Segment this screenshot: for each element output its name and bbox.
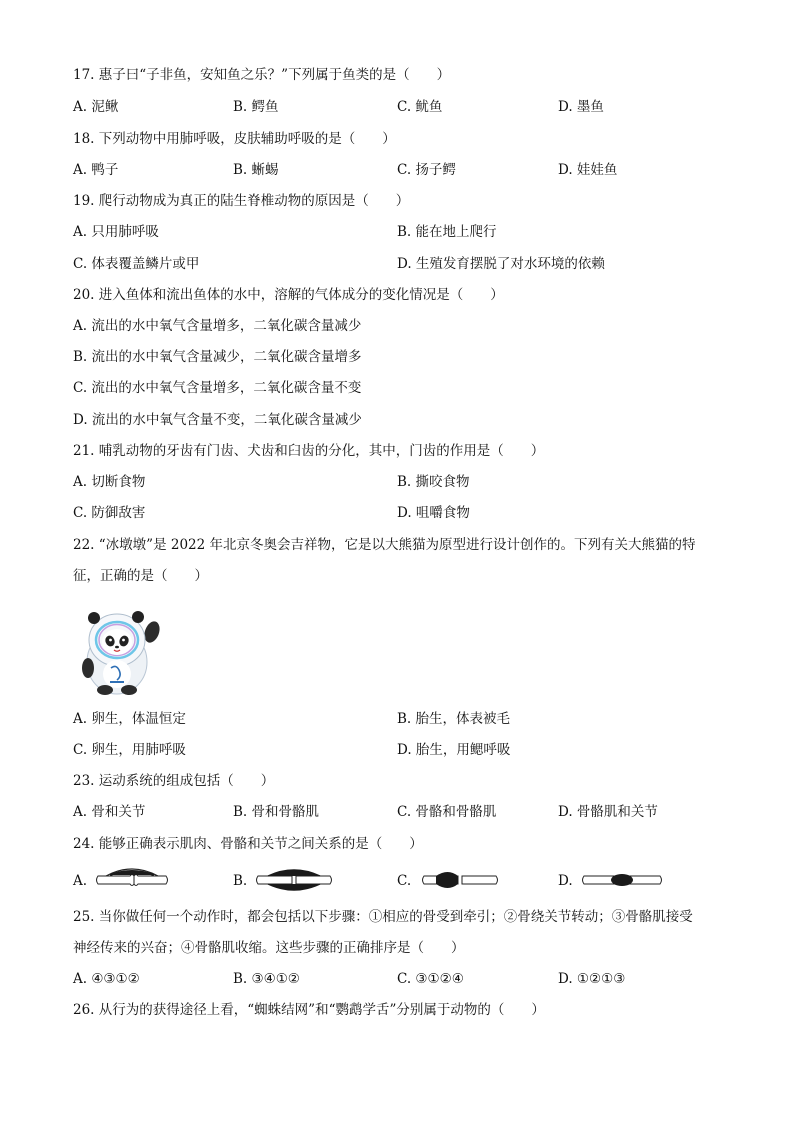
q19-option-a: A. 只用肺呼吸 — [73, 224, 159, 240]
q20-option-c: C. 流出的水中氧气含量增多，二氧化碳含量不变 — [73, 380, 362, 396]
q18-option-d: D. 娃娃鱼 — [558, 162, 618, 178]
q21-option-b: B. 撕咬食物 — [397, 474, 470, 490]
bing-dwen-dwen-image — [72, 604, 162, 696]
question-20-stem: 20. 进入鱼体和流出鱼体的水中，溶解的气体成分的变化情况是（ ） — [73, 287, 504, 303]
question-22-stem-line2: 征，正确的是（ ） — [73, 568, 208, 584]
q20-option-a: A. 流出的水中氧气含量增多，二氧化碳含量减少 — [73, 318, 362, 334]
q25-option-c: C. ③①②④ — [397, 971, 464, 987]
question-25-stem-line2: 神经传来的兴奋；④骨骼肌收缩。这些步骤的正确排序是（ ） — [73, 940, 465, 956]
q23-option-c: C. 骨骼和骨骼肌 — [397, 804, 497, 820]
q23-option-b: B. 骨和骨骼肌 — [233, 804, 320, 820]
q17-option-a: A. 泥鳅 — [73, 99, 119, 115]
q24-option-c: C. — [397, 873, 412, 889]
q24-option-d: D. — [558, 873, 573, 889]
q17-option-c: C. 鱿鱼 — [397, 99, 443, 115]
question-19-stem: 19. 爬行动物成为真正的陆生脊椎动物的原因是（ ） — [73, 193, 410, 209]
question-23-stem: 23. 运动系统的组成包括（ ） — [73, 773, 275, 789]
q25-option-b: B. ③④①② — [233, 971, 300, 987]
q24-option-b: B. — [233, 873, 248, 889]
q17-option-d: D. 墨鱼 — [558, 99, 604, 115]
q22-option-d: D. 胎生，用鳃呼吸 — [397, 742, 511, 758]
q24-diagram-c — [420, 866, 500, 894]
q22-option-b: B. 胎生，体表被毛 — [397, 711, 511, 727]
q22-option-a: A. 卵生，体温恒定 — [73, 711, 186, 727]
q19-option-c: C. 体表覆盖鳞片或甲 — [73, 256, 200, 272]
q18-option-a: A. 鸭子 — [73, 162, 119, 178]
q20-option-b: B. 流出的水中氧气含量减少，二氧化碳含量增多 — [73, 349, 362, 365]
question-26-stem: 26. 从行为的获得途径上看，“蜘蛛结网”和“鹦鹉学舌”分别属于动物的（ ） — [73, 1002, 545, 1018]
question-24-stem: 24. 能够正确表示肌肉、骨骼和关节之间关系的是（ ） — [73, 836, 423, 852]
q21-option-c: C. 防御敌害 — [73, 505, 146, 521]
q24-diagram-b — [254, 866, 334, 894]
q19-option-b: B. 能在地上爬行 — [397, 224, 497, 240]
q18-option-b: B. 蜥蜴 — [233, 162, 279, 178]
question-18-stem: 18. 下列动物中用肺呼吸，皮肤辅助呼吸的是（ ） — [73, 131, 396, 147]
q20-option-d: D. 流出的水中氧气含量不变，二氧化碳含量减少 — [73, 412, 362, 428]
q21-option-d: D. 咀嚼食物 — [397, 505, 470, 521]
q25-option-a: A. ④③①② — [73, 971, 140, 987]
q23-option-a: A. 骨和关节 — [73, 804, 146, 820]
q24-diagram-a — [94, 866, 170, 894]
question-22-stem-line1: 22. “冰墩墩”是 2022 年北京冬奥会吉祥物，它是以大熊猫为原型进行设计创作的。下列有关大熊猫的特 — [73, 537, 696, 553]
q24-option-a: A. — [73, 873, 88, 889]
q21-option-a: A. 切断食物 — [73, 474, 146, 490]
q24-diagram-d — [580, 866, 664, 894]
question-21-stem: 21. 哺乳动物的牙齿有门齿、犬齿和臼齿的分化，其中，门齿的作用是（ ） — [73, 443, 545, 459]
question-17-stem: 17. 惠子曰“子非鱼，安知鱼之乐？”下列属于鱼类的是（ ） — [73, 67, 451, 83]
q23-option-d: D. 骨骼肌和关节 — [558, 804, 658, 820]
q22-option-c: C. 卵生，用肺呼吸 — [73, 742, 186, 758]
q17-option-b: B. 鳄鱼 — [233, 99, 279, 115]
q25-option-d: D. ①②①③ — [558, 971, 626, 987]
q18-option-c: C. 扬子鳄 — [397, 162, 456, 178]
question-25-stem-line1: 25. 当你做任何一个动作时，都会包括以下步骤：①相应的骨受到牵引；②骨绕关节转动；③骨骼肌接受 — [73, 909, 693, 925]
q19-option-d: D. 生殖发育摆脱了对水环境的依赖 — [397, 256, 605, 272]
